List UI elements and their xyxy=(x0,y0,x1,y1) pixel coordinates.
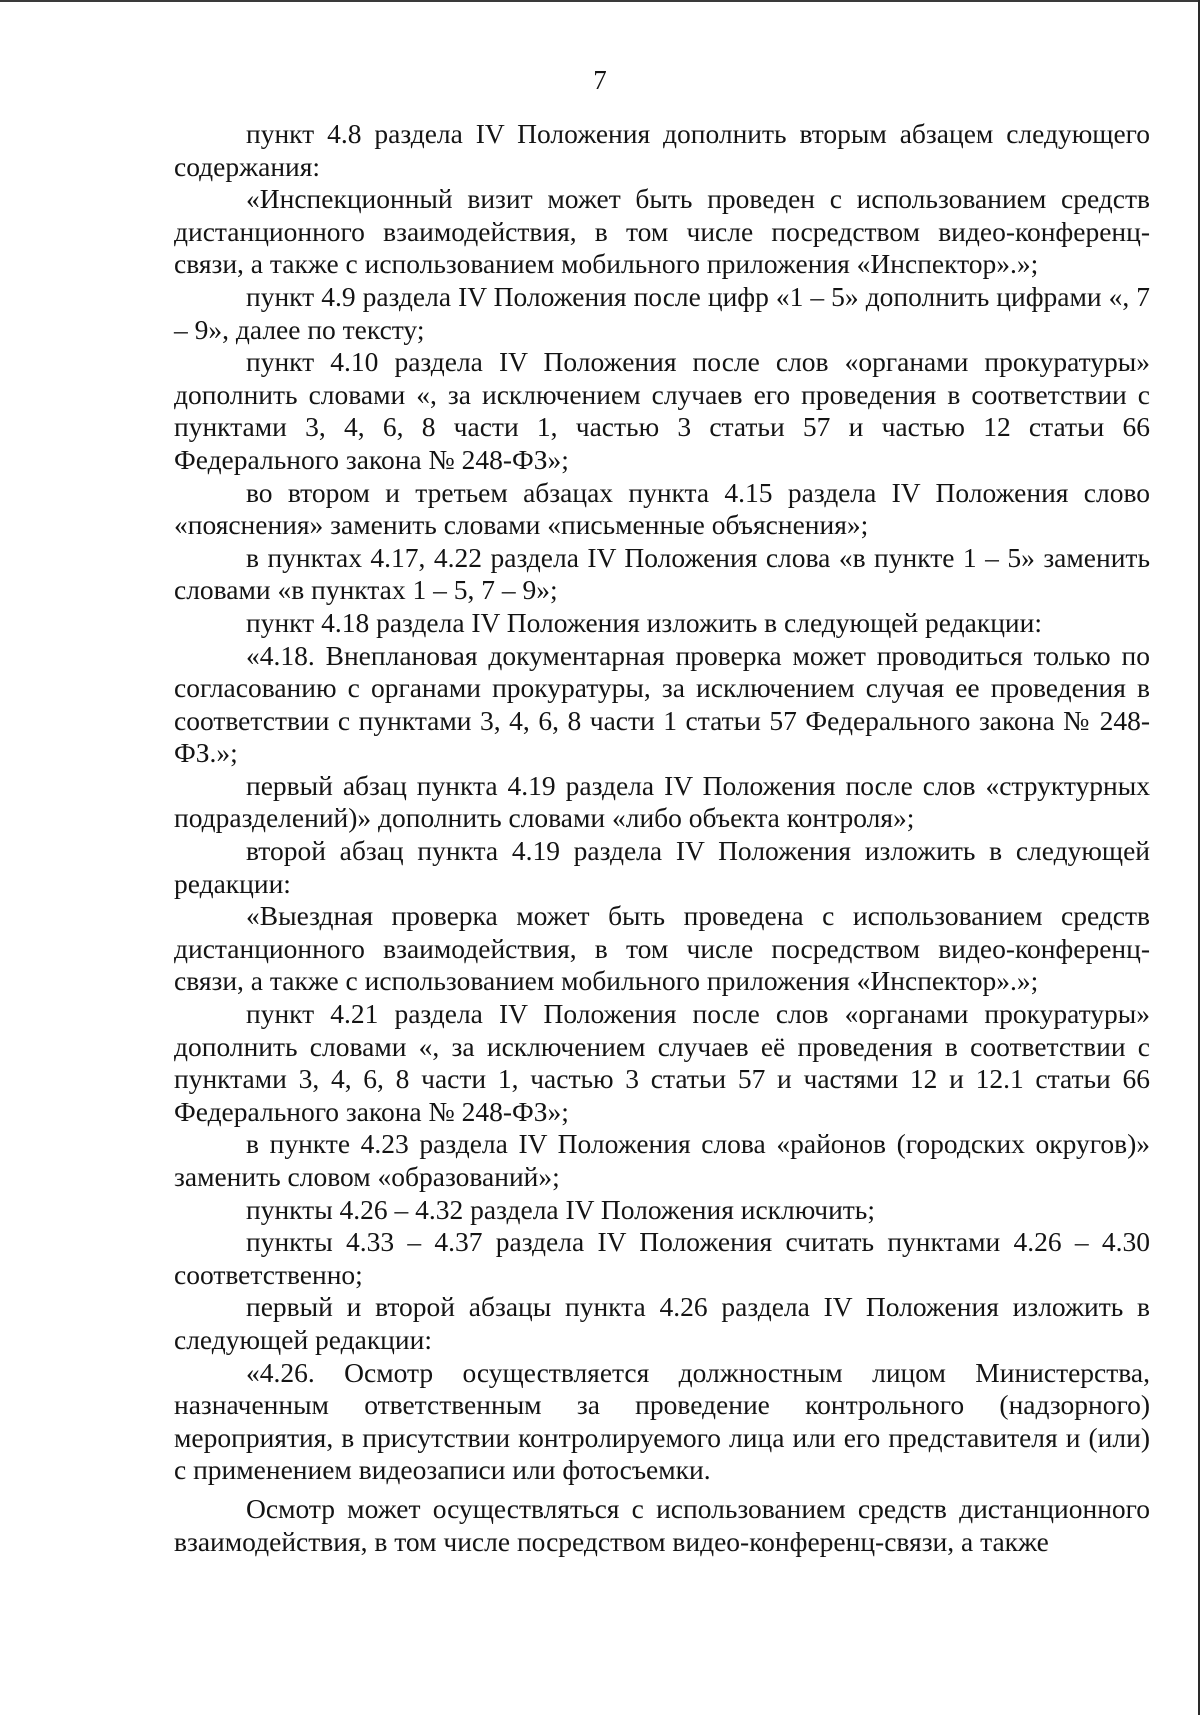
paragraph-4-23: в пункте 4.23 раздела IV Положения слова «районов (городских округов)» заменить словом «образований»; xyxy=(174,1128,1150,1192)
paragraph-4-19-first: первый абзац пункта 4.19 раздела IV Положения после слов «структурных подразделений)» дополнить словами «либо объекта контроля»; xyxy=(174,769,1150,834)
document-body xyxy=(174,118,1150,1558)
paragraph-4-26-4-32: пункты 4.26 – 4.32 раздела IV Положения исключить; xyxy=(246,1193,875,1225)
paragraph-4-10: пункт 4.10 раздела IV Положения после слов «органами прокуратуры» дополнить словами «, за исключением случаев его проведения в соответствии с пунктами 3, 4, 6, 8 части 1, частью 3 статьи 57 и частью 12 статьи 66 Федерального закона № 248-ФЗ»; xyxy=(174,346,1150,475)
paragraph-4-9: пункт 4.9 раздела IV Положения после цифр «1 – 5» дополнить цифрами «, 7 – 9», далее по тексту; xyxy=(174,280,1150,345)
paragraph-4-18: пункт 4.18 раздела IV Положения изложить в следующей редакции: xyxy=(246,606,1042,638)
paragraph-4-19-quote: «Выездная проверка может быть проведена с использованием средств дистанционного взаимодействия, в том числе посредством видео-конференц-связи, а также с использованием мобильного приложения «Инспектор».»; xyxy=(174,900,1150,997)
paragraph-4-33-4-37: пункты 4.33 – 4.37 раздела IV Положения считать пунктами 4.26 – 4.30 соответственно; xyxy=(174,1226,1150,1290)
paragraph-4-21: пункт 4.21 раздела IV Положения после слов «органами прокуратуры» дополнить словами «, за исключением случаев её проведения в соответствии с пунктами 3, 4, 6, 8 части 1, частью 3 статьи 57 и частями 12 и 12.1 статьи 66 Федерального закона № 248-ФЗ»; xyxy=(174,998,1150,1127)
paragraph-4-19-second: второй абзац пункта 4.19 раздела IV Положения изложить в следующей редакции: xyxy=(174,835,1150,899)
paragraph-4-18-quote: «4.18. Внеплановая документарная проверка может проводиться только по согласованию с органами прокуратуры, за исключением случая ее проведения в соответствии с пунктами 3, 4, 6, 8 части 1 статьи 57 Федерального закона № 248-ФЗ.»; xyxy=(174,639,1150,769)
paragraph-4-17: в пунктах 4.17, 4.22 раздела IV Положения слова «в пункте 1 – 5» заменить словами «в пунктах 1 – 5, 7 – 9»; xyxy=(174,541,1150,606)
paragraph-4-8-quote: «Инспекционный визит может быть проведен с использованием средств дистанционного взаимодействия, в том числе посредством видео-конференц-связи, а также с использованием мобильного приложения «Инспектор».»; xyxy=(174,183,1150,280)
paragraph-4-8: пункт 4.8 раздела IV Положения дополнить вторым абзацем следующего содержания: xyxy=(174,118,1150,182)
paragraph-inspection-remote: Осмотр может осуществляться с использованием средств дистанционного взаимодействия, в том числе посредством видео-конференц-связи, а также xyxy=(174,1492,1150,1557)
page-number: 7 xyxy=(593,65,607,95)
paragraph-4-26-edit: первый и второй абзацы пункта 4.26 раздела IV Положения изложить в следующей редакции: xyxy=(174,1291,1150,1355)
paragraph-4-15: во втором и третьем абзацах пункта 4.15 раздела IV Положения слово «пояснения» заменить словами «письменные объяснения»; xyxy=(174,476,1150,541)
paragraph-4-26-quote: «4.26. Осмотр осуществляется должностным лицом Министерства, назначенным ответственным за проведение контрольного (надзорного) мероприятия, в присутствии контролируемого лица или его представителя и (или) с применением видеозаписи или фотосъемки. xyxy=(174,1356,1150,1486)
scan-top-edge xyxy=(0,0,1200,2)
